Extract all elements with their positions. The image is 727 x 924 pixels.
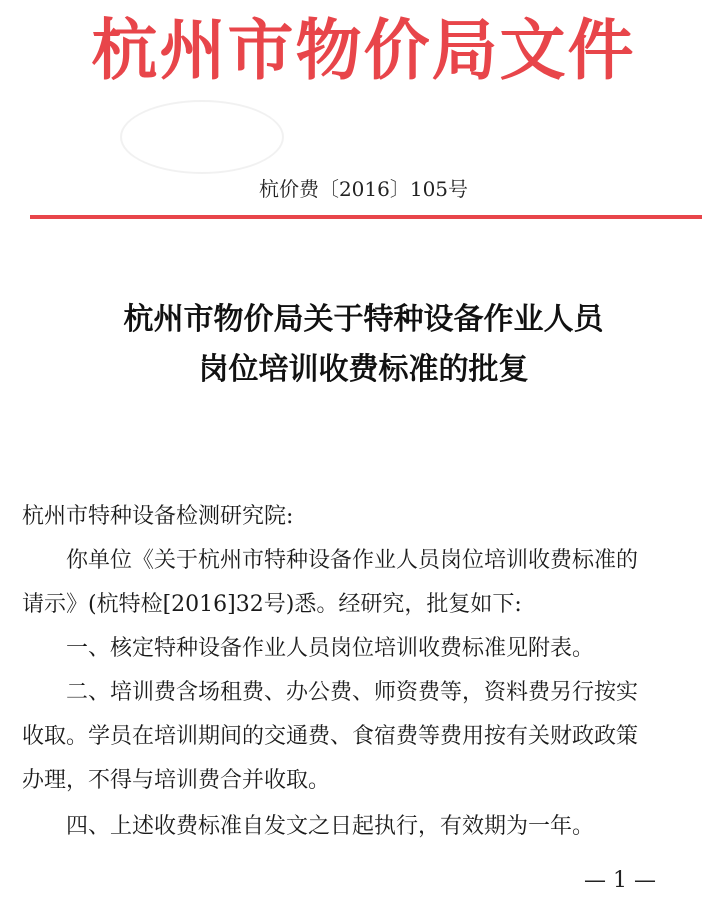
paragraph-1-line-2: 请示》(杭特检[2016]32号)悉。经研究，批复如下:	[22, 592, 522, 617]
page-number: — 1 —	[584, 868, 656, 893]
paragraph-4: 四、上述收费标准自发文之日起执行，有效期为一年。	[66, 814, 595, 839]
subject-title-line-1: 杭州市物价局关于特种设备作业人员	[123, 302, 604, 337]
addressee: 杭州市特种设备检测研究院:	[22, 504, 294, 529]
paragraph-3-line-3: 办理，不得与培训费合并收取。	[22, 768, 331, 793]
document-number: 杭价费〔2016〕105号	[258, 177, 469, 201]
paragraph-3-line-1: 二、培训费含场租费、办公费、师资费等，资料费另行按实	[66, 680, 639, 705]
header-red-rule	[30, 215, 702, 219]
subject-title-line-2: 岗位培训收费标准的批复	[198, 352, 529, 387]
paragraph-3-line-2: 收取。学员在培训期间的交通费、食宿费等费用按有关财政政策	[22, 724, 639, 749]
paragraph-1-line-1: 你单位《关于杭州市特种设备作业人员岗位培训收费标准的	[66, 548, 639, 573]
paragraph-2: 一、核定特种设备作业人员岗位培训收费标准见附表。	[66, 636, 595, 661]
faint-seal-mark	[120, 100, 284, 174]
document-header-title: 杭州市物价局文件	[91, 11, 636, 89]
